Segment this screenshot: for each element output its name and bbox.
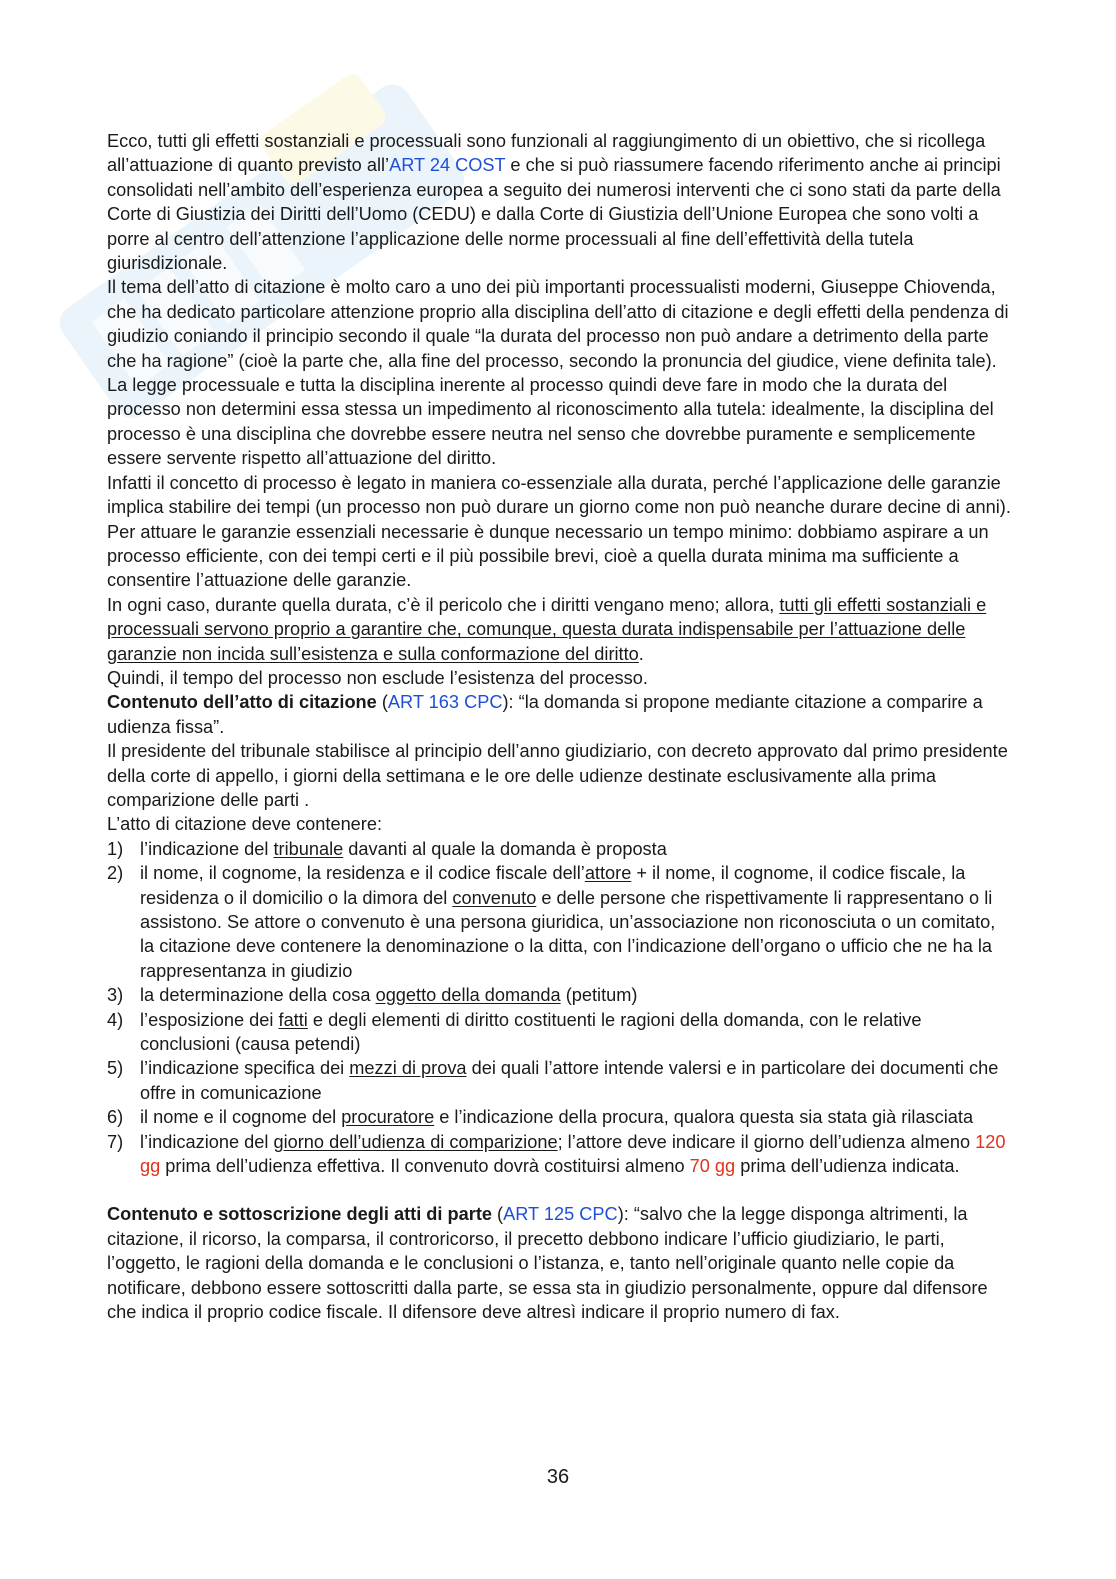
list-item: 2) il nome, il cognome, la residenza e il codice fiscale dell’attore + il nome, il cognome, il codice fiscale, la residenza o il domicilio o la dimora del convenuto e delle persone che rispettivamente li rappresentano o li assistono. Se attore o convenuto è una persona giuridica, un’associazione non riconosciuta o un comitato, la citazione deve contenere la denominazione o la ditta, con l’indicazione dell’organo o ufficio che ne ha la rappresentanza in giudizio bbox=[107, 863, 996, 981]
list-item: 6) il nome e il cognome del procuratore e l’indicazione della procura, qualora questa sia stata già rilasciata bbox=[107, 1107, 974, 1128]
list-item: 3) la determinazione della cosa oggetto della domanda (petitum) bbox=[107, 985, 638, 1006]
page-number: 36 bbox=[546, 1466, 570, 1488]
paragraph-intro: Ecco, tutti gli effetti sostanziali e processuali sono funzionali al raggiungimento di un obiettivo, che si ricollega all’attuazione di quanto previsto all’ART 24 COST e che si può riassumere facendo riferimento anche ai principi consolidati nell’ambito dell’esperienza europea a seguito dei numerosi interventi che ci sono stati da parte della Corte di Giustizia dei Diritti dell’Uomo (CEDU) e dalla Corte di Giustizia dell’Unione Europea che sono volti a porre al centro dell’attenzione l’applicazione delle norme processuali al fine dell’effettività della tutela giurisdizionale. bbox=[107, 131, 1001, 274]
underlined-text: tutti gli effetti sostanziali e processuali servono proprio a garantire che, comunque, questa durata indispensabile per l’attuazione delle garanzie non incida sull’esistenza e sulla conformazione del diritto bbox=[107, 594, 987, 664]
deadline-highlight: 120 gg bbox=[140, 1131, 1006, 1177]
paragraph-tempo: Quindi, il tempo del processo non esclude l’esistenza del processo. bbox=[107, 667, 648, 688]
paragraph-legge-processuale: La legge processuale e tutta la disciplina inerente al processo quindi deve fare in modo che la durata del processo non determini essa stessa un impedimento al riconoscimento alla tutela: idealmente, la disciplina del processo è una disciplina che dovrebbe essere neutra nel senso che dovrebbe puramente e semplicemente essere servente rispetto all’attuazione del diritto. bbox=[107, 375, 994, 469]
article-reference: ART 24 COST bbox=[389, 155, 506, 176]
paragraph-atti-di-parte: Contenuto e sottoscrizione degli atti di parte (ART 125 CPC): “salvo che la legge disponga altrimenti, la citazione, il ricorso, la comparsa, il controricorso, il precetto debbono indicare l’ufficio giudiziario, le parti, l’oggetto, le ragioni della domanda e le conclusioni o l’istanza, e, tanto nell’originale quanto nelle copie da notificare, debbono essere sottoscritti dalla parte, se essa sta in giudizio personalmente, oppure dal difensore che indica il proprio codice fiscale. Il difensore deve altresì indicare il proprio numero di fax. bbox=[107, 1204, 988, 1323]
list-item: 5) l’indicazione specifica dei mezzi di prova dei quali l’attore intende valersi e in particolare dei documenti che offre in comunicazione bbox=[107, 1058, 999, 1103]
article-reference: ART 163 CPC bbox=[387, 692, 503, 713]
list-item: 1) l’indicazione del tribunale davanti al quale la domanda è proposta bbox=[107, 838, 667, 859]
paragraph-chiovenda: Il tema dell’atto di citazione è molto caro a uno dei più importanti processualisti moderni, Giuseppe Chiovenda, che ha dedicato particolare attenzione proprio alla disciplina dell’atto di citazione e degli effetti della pendenza di giudizio coniando il principio secondo il quale “la durata del processo non può andare a detrimento della parte che ha ragione” (cioè la parte che, alla fine del processo, secondo la pronuncia del giudice, viene definita tale). bbox=[107, 277, 1009, 371]
paragraph-garanzie: Per attuare le garanzie essenziali necessarie è dunque necessario un tempo minimo: dobbiamo aspirare a un processo efficiente, con dei tempi certi e il più possibile brevi, cioè a quella durata minima ma sufficiente a consentire l’attuazione delle garanzie. bbox=[107, 521, 989, 591]
paragraph-durata: Infatti il concetto di processo è legato in maniera co-essenziale alla durata, perché l’applicazione delle garanzie implica stabilire dei tempi (un processo non può durare un giorno come non può neanche durare decine di anni). bbox=[107, 472, 1011, 518]
list-item: 4) l’esposizione dei fatti e degli elementi di diritto costituenti le ragioni della domanda, con le relative conclusioni (causa petendi) bbox=[107, 1009, 922, 1055]
paragraph-list-intro: L’atto di citazione deve contenere: bbox=[107, 814, 383, 835]
paragraph-contenuto-citazione: Contenuto dell’atto di citazione (ART 163 CPC): “la domanda si propone mediante citazione a comparire a udienza fissa”. bbox=[107, 692, 983, 737]
section-heading: Contenuto e sottoscrizione degli atti di parte bbox=[107, 1204, 492, 1225]
section-heading: Contenuto dell’atto di citazione bbox=[107, 692, 377, 713]
paragraph-pericolo: In ogni caso, durante quella durata, c’è il pericolo che i diritti vengano meno; allora, tutti gli effetti sostanziali e processuali servono proprio a garantire che, comunque, questa durata indispensabile per l’attuazione delle garanzie non incida sull’esistenza e sulla conformazione del diritto. bbox=[107, 594, 987, 664]
deadline-highlight: 70 gg bbox=[689, 1156, 736, 1177]
requirements-list bbox=[107, 837, 1012, 1179]
list-item: 7) l’indicazione del giorno dell’udienza di comparizione; l’attore deve indicare il giorno dell’udienza almeno 120 gg prima dell’udienza effettiva. Il convenuto dovrà costituirsi almeno 70 gg prima dell’udienza indicata. bbox=[107, 1131, 1006, 1177]
paragraph-gap bbox=[107, 1178, 1012, 1202]
paragraph-presidente: Il presidente del tribunale stabilisce al principio dell’anno giudiziario, con decreto approvato dal primo presidente della corte di appello, i giorni della settimana e le ore delle udienze destinate esclusivamente alla prima comparizione delle parti . bbox=[107, 741, 1008, 810]
article-reference: ART 125 CPC bbox=[503, 1204, 618, 1225]
document-body bbox=[107, 129, 1012, 1325]
